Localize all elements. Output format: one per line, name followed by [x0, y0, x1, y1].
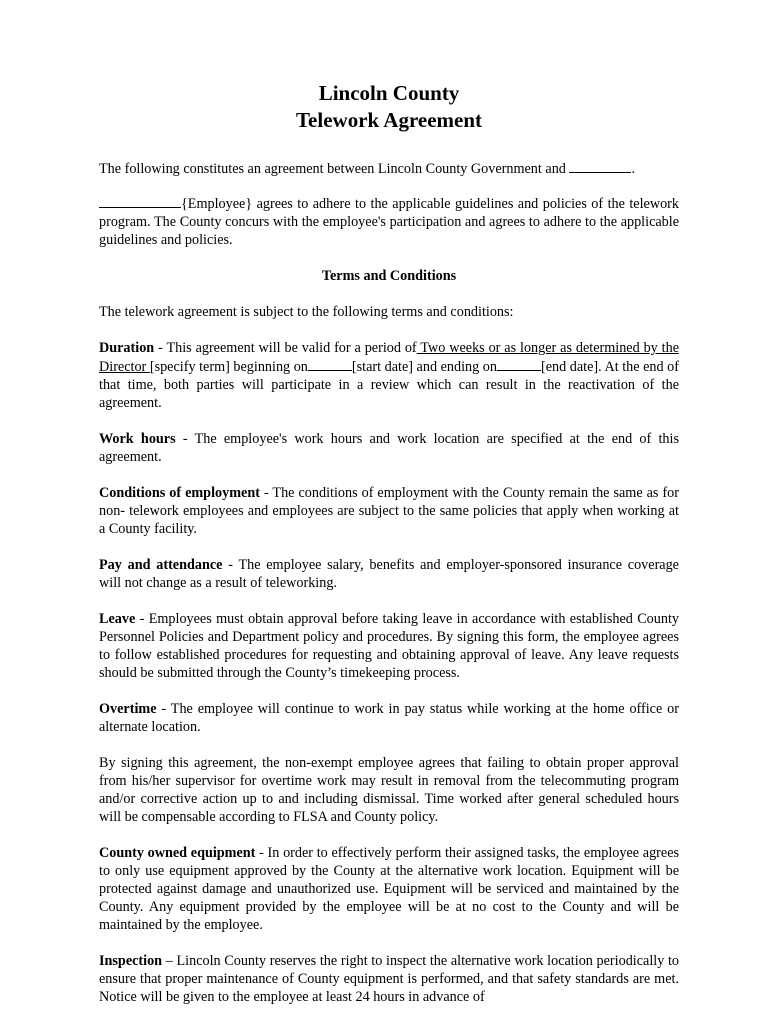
title-line-county: Lincoln County — [318, 81, 460, 105]
overtime-note-paragraph: By signing this agreement, the non-exempt employee agrees that failing to obtain proper approval from his/her supervisor for overtime work may result in removal from the telecommuting program and/or corrective action up to and including dismissal. Time worked after general scheduled hours will be compensable according to FLSA and County policy. — [99, 755, 679, 825]
equipment-text: - In order to effectively perform their assigned tasks, the employee agrees to only use equipment approved by the County at the alternative work location. Equipment will be protected against damage and unauthorized use. Equipment will be serviced and maintained by the County. Any equipment provided by the employee will be at no cost to the County and will be maintained by the employee. — [99, 845, 680, 933]
terms-heading: Terms and Conditions — [321, 268, 457, 284]
document-page — [99, 80, 679, 1006]
leave-label: Leave — [99, 611, 136, 627]
inspection-label: Inspection — [99, 953, 163, 969]
work-hours-label: Work hours — [99, 431, 176, 447]
end-date-blank — [497, 357, 541, 371]
overtime-text: - The employee will continue to work in pay status while working at the home office or alternate location. — [99, 701, 679, 735]
duration-label: Duration — [99, 340, 155, 356]
pay-text: - The employee salary, benefits and employer-sponsored insurance coverage will not change as a result of teleworking. — [99, 557, 679, 591]
employee-name-blank — [99, 194, 181, 208]
leave-paragraph — [99, 610, 679, 682]
terms-intro: The telework agreement is subject to the following terms and conditions: — [99, 304, 514, 320]
overtime-label: Overtime — [99, 701, 157, 717]
employee-text: agrees to adhere to the applicable guidelines and policies of the telework program. The County concurs with the employee's participation and agrees to adhere to the applicable guidelines and policies. — [99, 196, 679, 248]
overtime-paragraph — [99, 700, 679, 736]
intro-text: The following constitutes an agreement between Lincoln County Government and — [99, 161, 566, 177]
conditions-paragraph — [99, 484, 679, 538]
employee-paragraph — [99, 194, 679, 249]
pay-label: Pay and attendance — [99, 557, 223, 573]
duration-text-1: - This agreement will be valid for a period of — [154, 340, 417, 356]
work-hours-text: - The employee's work hours and work location are specified at the end of this agreement. — [99, 431, 679, 465]
conditions-label: Conditions of employment — [99, 485, 260, 501]
intro-end: . — [631, 161, 635, 177]
intro-paragraph — [99, 159, 679, 178]
conditions-text: - The conditions of employment with the County remain the same as for non- telework employees and employees are subject to the same policies that apply when working at a County facility. — [99, 485, 679, 537]
government-party-blank — [569, 159, 631, 173]
work-hours-paragraph — [99, 430, 679, 466]
pay-paragraph — [99, 556, 679, 592]
duration-paragraph — [99, 339, 679, 412]
inspection-text: – Lincoln County reserves the right to inspect the alternative work location periodically to ensure that proper maintenance of County equipment is performed, and that safety standards are met. Notice will be given to the employee at least 24 hours in advance of — [99, 953, 679, 1005]
duration-text-4: [end date]. At the end of that time, both parties will participate in a review which can result in the reactivation of the agreement. — [99, 359, 679, 411]
start-date-blank — [308, 357, 352, 371]
equipment-label: County owned equipment — [99, 845, 256, 861]
duration-text-2: [specify term] beginning on — [149, 359, 308, 375]
title-line-agreement: Telework Agreement — [295, 108, 483, 132]
document-title — [99, 80, 679, 134]
equipment-paragraph — [99, 844, 679, 934]
duration-text-3: [start date] and ending on — [351, 359, 497, 375]
duration-term-value: Two weeks or as longer as determined by the Director — [99, 340, 679, 375]
inspection-paragraph — [99, 952, 679, 1006]
employee-tag: {Employee} — [181, 196, 253, 212]
leave-text: - Employees must obtain approval before taking leave in accordance with established County Personnel Policies and Department policy and procedures. By signing this form, the employee agrees to follow established procedures for requesting and obtaining approval of leave. Any leave requests should be submitted through the County’s timekeeping process. — [99, 611, 679, 681]
